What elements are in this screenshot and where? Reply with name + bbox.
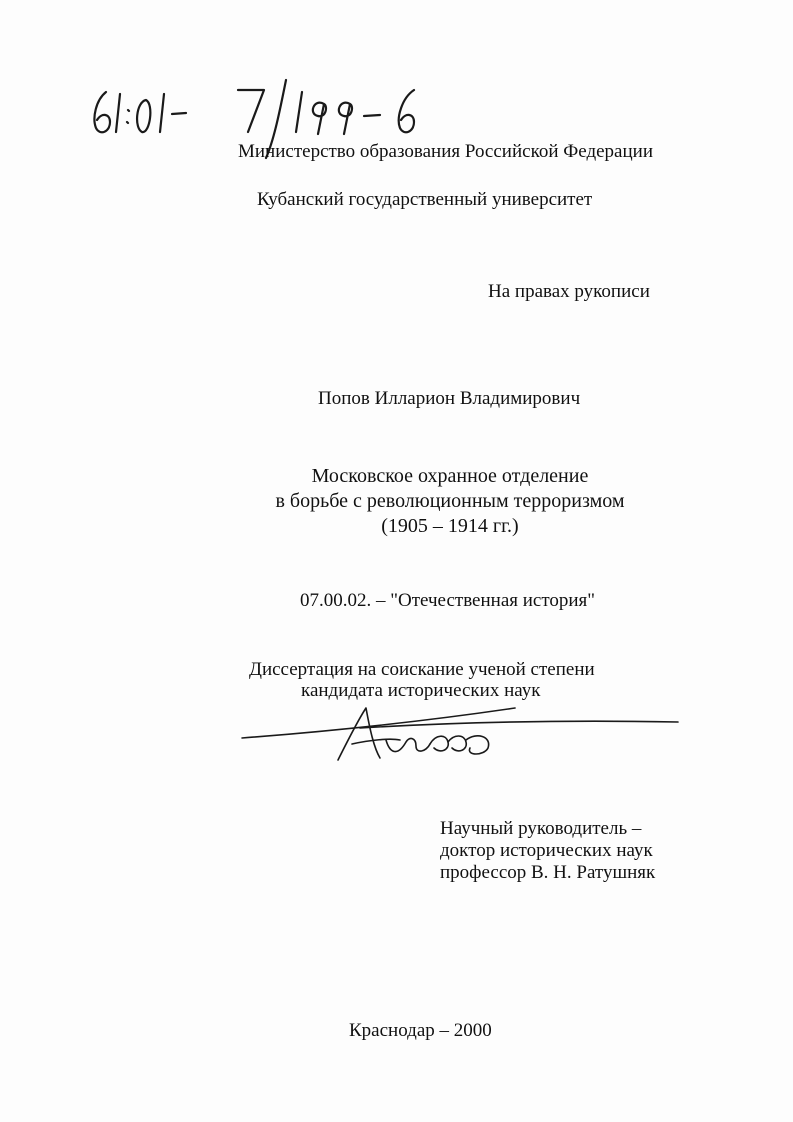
ministry-name: Министерство образования Российской Федерации [238, 141, 653, 162]
title-line-1: Московское охранное отделение [311, 465, 589, 487]
author-signature [240, 700, 680, 770]
title-line-2: в борьбе с революционным терроризмом [275, 490, 625, 512]
dissertation-degree-line-2: кандидата исторических наук [301, 680, 541, 701]
dissertation-title [200, 464, 700, 539]
supervisor-degree: доктор исторических наук [440, 840, 653, 861]
author-name: Попов Илларион Владимирович [318, 388, 581, 409]
city-year: Краснодар – 2000 [349, 1020, 492, 1041]
supervisor-title: Научный руководитель – [440, 818, 642, 839]
specialty-code: 07.00.02. – "Отечественная история" [300, 590, 596, 611]
university-name: Кубанский государственный университет [257, 189, 593, 210]
supervisor-name: профессор В. Н. Ратушняк [440, 862, 656, 883]
dissertation-degree-line-1: Диссертация на соискание ученой степени [249, 659, 595, 680]
title-line-3: (1905 – 1914 гг.) [381, 515, 519, 537]
manuscript-rights: На правах рукописи [488, 281, 650, 302]
